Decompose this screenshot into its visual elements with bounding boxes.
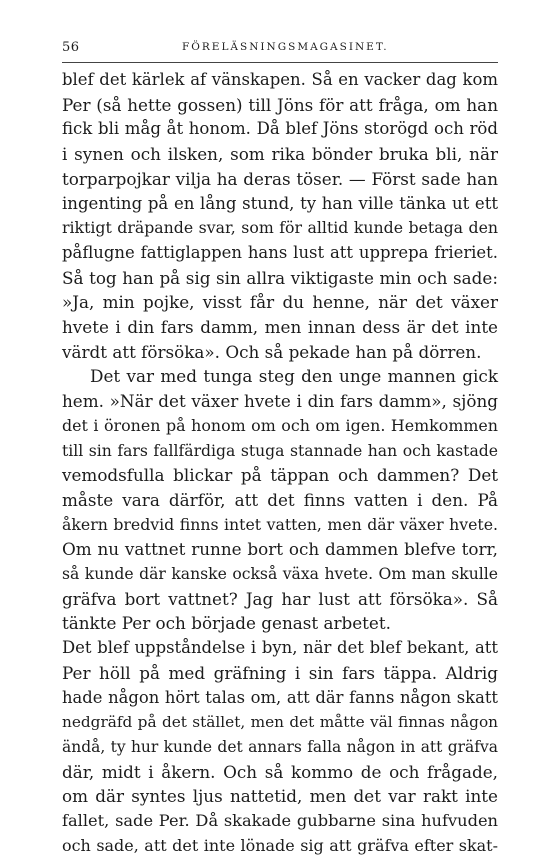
text-line: ändå, ty hur kunde det annars falla någon in att gräfva [62, 737, 498, 756]
text-line: om där syntes ljus nattetid, men det var rakt inte [62, 786, 498, 807]
text-line: fallet, sade Per. Då skakade gubbarne sina hufvuden [62, 811, 498, 831]
text-line: hvete i din fars damm, men innan dess är det inte [62, 317, 498, 338]
text-line: nedgräfd på det stället, men det måtte väl finnas någon [62, 713, 498, 732]
running-header [62, 40, 498, 60]
text-line: Det var med tunga steg den unge mannen gick [90, 366, 498, 387]
text-line: blef det kärlek af vänskapen. Så en vacker dag kom [62, 70, 498, 89]
header-rule [62, 62, 498, 63]
text-line: påflugne fattiglappen hans lust att upprepa frieriet. [62, 242, 498, 262]
text-line: Så tog han på sig sin allra viktigaste min och sade: [62, 267, 498, 288]
text-line: värdt att försöka». Och så pekade han på dörren. [62, 341, 482, 362]
text-line: tänkte Per och började genast arbetet. [62, 613, 391, 634]
text-line: riktigt dräpande svar, som för alltid kunde betaga den [62, 218, 498, 238]
text-line: där, midt i åkern. Och så kommo de och frågade, [62, 761, 498, 782]
text-line: till sin fars fallfärdiga stuga stannade han och kastade [62, 441, 498, 460]
text-line: Per höll på med gräfning i sin fars täppa. Aldrig [62, 662, 498, 683]
text-line: ingenting på en lång stund, ty han ville tänka ut ett [62, 193, 498, 213]
text-line: vemodsfulla blickar på täppan och dammen? Det [62, 465, 498, 486]
text-line: hade någon hört talas om, att där fanns någon skatt [62, 687, 498, 707]
text-line: Per (så hette gossen) till Jöns för att fråga, om han [62, 94, 498, 115]
text-line: åkern bredvid finns intet vatten, men där växer hvete. [62, 514, 498, 534]
text-line: gräfva bort vattnet? Jag har lust att försöka». Så [62, 588, 498, 609]
text-line: fick bli måg åt honom. Då blef Jöns storögd och röd [62, 119, 498, 139]
running-title: FÖRELÄSNINGSMAGASINET. [182, 41, 389, 53]
text-line: »Ja, min pojke, visst får du henne, när det växer [62, 292, 498, 313]
text-line: och sade, att det inte lönade sig att gräfva efter skat- [62, 835, 498, 855]
text-line: det i öronen på honom om och om igen. Hemkommen [62, 415, 498, 435]
text-line: i synen och ilsken, som rika bönder bruka bli, när [62, 144, 498, 165]
text-line: torparpojkar vilja ha deras töser. — Först sade han [62, 168, 498, 189]
text-line: så kunde där kanske också växa hvete. Om man skulle [62, 565, 498, 584]
text-line: Det blef uppståndelse i byn, när det blef bekant, att [62, 638, 498, 658]
text-line: Om nu vattnet runne bort och dammen blefve torr, [62, 539, 498, 560]
body-text [62, 68, 498, 859]
text-line: hem. »När det växer hvete i din fars damm», sjöng [62, 391, 498, 412]
text-line: måste vara därför, att det finns vatten i den. På [62, 489, 498, 510]
page-number: 56 [62, 40, 80, 55]
